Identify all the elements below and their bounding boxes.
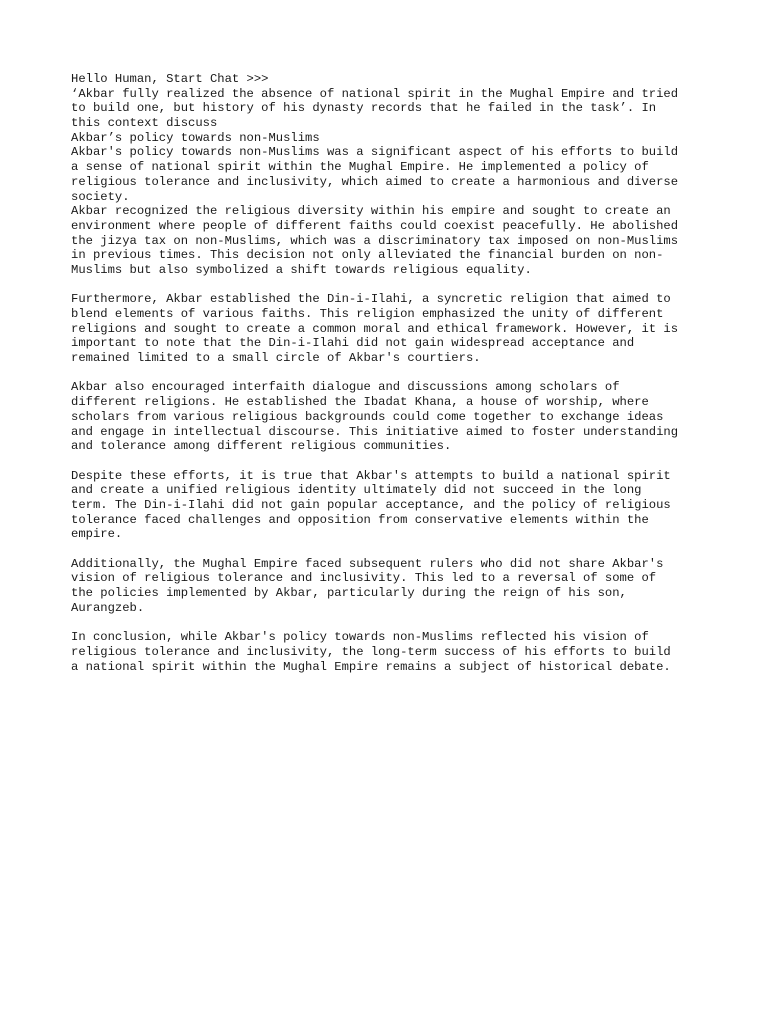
text-line: a sense of national spirit within the Mughal Empire. He implemented a policy of [71,160,649,175]
text-line: In conclusion, while Akbar's policy towards non-Muslims reflected his vision of [71,630,649,645]
intro-block [71,72,711,145]
text-line: blend elements of various faiths. This religion emphasized the unity of different [71,307,664,321]
chat-start-line: Hello Human, Start Chat >>> [71,72,269,86]
text-line: and tolerance among different religious communities. [71,439,452,454]
text-line: Akbar's policy towards non-Muslims was a significant aspect of his efforts to build [71,145,679,160]
text-line: in previous times. This decision not only alleviated the financial burden on non- [71,248,664,263]
paragraph-4 [71,469,711,542]
text-line: term. The Din-i-Ilahi did not gain popular acceptance, and the policy of religious [71,497,671,512]
text-line: the jizya tax on non-Muslims, which was a discriminatory tax imposed on non-Muslims [71,233,679,248]
paragraph-gap [71,542,711,557]
text-line: tolerance faced challenges and opposition from conservative elements within the [71,512,649,527]
paragraph-2 [71,292,711,365]
text-line: and create a unified religious identity ultimately did not succeed in the long [71,483,642,498]
paragraph-3 [71,380,711,453]
text-line: important to note that the Din-i-Ilahi did not gain widespread acceptance and [71,336,635,351]
text-line: Additionally, the Mughal Empire faced subsequent rulers who did not share Akbar's [71,556,664,571]
text-line: Akbar recognized the religious diversity within his empire and sought to create an [71,204,671,219]
text-line: religious tolerance and inclusivity, the long-term success of his efforts to build [71,644,671,659]
paragraph-1 [71,145,711,277]
text-line: Aurangzeb. [71,600,145,615]
text-line: society. [71,189,130,204]
text-line: different religions. He established the Ibadat Khana, a house of worship, where [71,395,649,410]
text-line: religious tolerance and inclusivity, which aimed to create a harmonious and diverse [71,174,679,189]
question-line: ‘Akbar fully realized the absence of national spirit in the Mughal Empire and tried [71,86,679,101]
text-line: a national spirit within the Mughal Empire remains a subject of historical debate. [71,659,671,674]
question-line: this context discuss [71,116,218,131]
paragraph-gap [71,454,711,469]
text-line: Akbar also encouraged interfaith dialogue and discussions among scholars of [71,380,620,395]
paragraph-gap [71,615,711,630]
paragraph-gap [71,278,711,293]
paragraph-gap [71,366,711,381]
question-line: to build one, but history of his dynasty records that he failed in the task’. In [71,101,657,116]
topic-heading: Akbar’s policy towards non-Muslims [71,130,320,145]
paragraph-5 [71,557,711,616]
paragraph-6 [71,630,711,674]
text-line: and engage in intellectual discourse. This initiative aimed to foster understanding [71,424,679,439]
document-page [71,72,711,674]
text-line: Muslims but also symbolized a shift towards religious equality. [71,262,532,277]
text-line: remained limited to a small circle of Akbar's courtiers. [71,351,481,366]
text-line: empire. [71,527,123,542]
text-line: the policies implemented by Akbar, particularly during the reign of his son, [71,586,627,601]
text-line: religions and sought to create a common moral and ethical framework. However, it is [71,321,679,336]
text-line: Despite these efforts, it is true that Akbar's attempts to build a national spirit [71,468,671,483]
text-line: scholars from various religious backgrounds could come together to exchange ideas [71,409,664,424]
text-line: environment where people of different faiths could coexist peacefully. He abolished [71,218,679,233]
text-line: vision of religious tolerance and inclusivity. This led to a reversal of some of [71,571,657,586]
text-line: Furthermore, Akbar established the Din-i-Ilahi, a syncretic religion that aimed to [71,292,671,307]
